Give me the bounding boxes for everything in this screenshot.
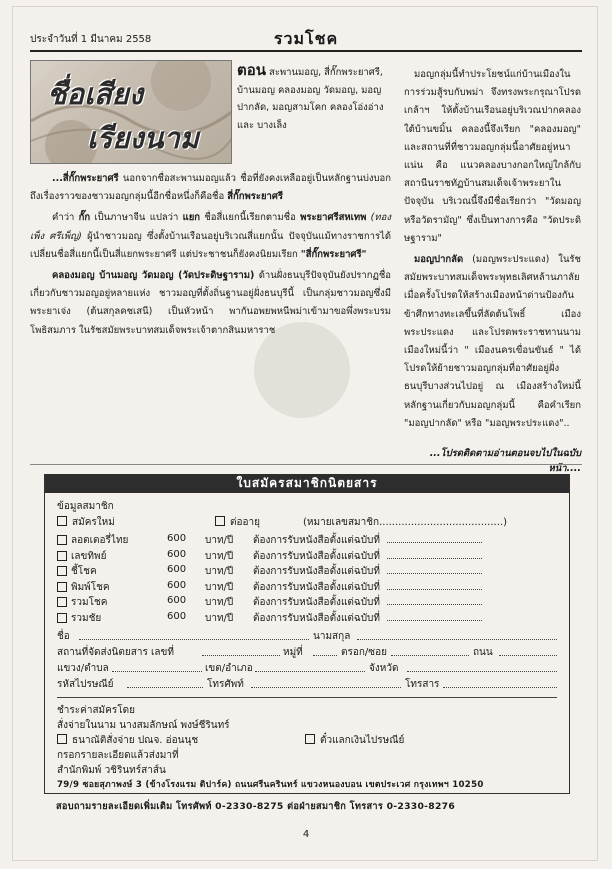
money-order-option[interactable] [57,733,198,748]
bold-phrase: คลองมอญ บ้านมอญ วัดมอญ (วัดประดิษฐาราม) [52,270,255,282]
episode-heading [237,62,389,134]
paragraph-text: ชื่อสี่แยกนี้เรียกตามชื่อ [200,212,301,224]
magazine-name: ชี้โชค [71,566,97,577]
paragraph-1 [30,170,391,206]
start-issue-input[interactable] [387,542,482,543]
header-rule [30,50,582,52]
subscription-row[interactable] [57,611,557,625]
address-row [57,645,557,659]
amphoe-label: เขต/อำเภอ [205,663,253,674]
price-unit: บาท/ปี [205,597,234,608]
postcode-label: รหัสไปรษณีย์ [57,679,114,690]
paragraph-text: คำว่า [52,212,79,224]
name-row [57,629,557,643]
subscription-row[interactable] [57,549,557,563]
address-input[interactable] [202,655,280,656]
magazine-name: รวมโชค [71,597,108,608]
subscription-row[interactable] [57,580,557,594]
subscription-price: 600 [167,548,187,560]
start-issue-label: ต้องการรับหนังสือตั้งแต่ฉบับที่ [253,566,380,577]
episode-text: สะพานมอญ, สี่กั๊กพระยาศรี, บ้านมอญ คลองมอญ วัดมอญ, มอญปากลัด, มอญสามโคก คลองโอ่งอ่าง และ บางเล็ง [237,67,384,131]
fax-label: โทรสาร [405,679,440,690]
phone-label: โทรศัพท์ [207,679,244,690]
magazine-name: รวมชัย [71,612,102,624]
subscription-checkbox[interactable] [57,566,67,576]
amphoe-input[interactable] [255,671,365,672]
paragraph-5 [404,251,581,433]
subscription-checkbox[interactable] [57,535,67,545]
renew-option[interactable] [215,515,260,530]
cheque-option[interactable] [305,733,404,748]
form-divider [57,697,557,698]
payment-payee: สั่งจ่ายในนาม นางสมลักษณ์ พงษ์ชีรินทร์ [57,720,230,731]
payment-title: ชำระค่าสมัครโดย [57,705,135,716]
renew-checkbox[interactable] [215,516,225,526]
subscription-form [44,474,570,794]
page-number: 4 [302,829,310,840]
banner-title-line1: ชื่อเสียง [47,77,143,111]
district-row [57,661,557,675]
soi-label: ตรอก/ซอย [341,647,387,658]
member-info-label: ข้อมูลสมาชิก [57,501,114,512]
contact-info: สอบถามรายละเอียดเพิ่มเติม โทรศัพท์ 0-2330-8275 ต่อฝ่ายสมาชิก โทรสาร 0-2330-8276 [56,801,456,812]
paragraph-text: เป็นภาษาจีน แปลว่า [90,212,183,224]
subscription-price: 600 [167,564,187,575]
start-issue-label: ต้องการรับหนังสือตั้งแต่ฉบับที่ [253,612,380,624]
new-member-label: สมัครใหม่ [72,517,115,528]
magazine-brand: รวมโชค [273,29,339,48]
start-issue-label: ต้องการรับหนังสือตั้งแต่ฉบับที่ [253,597,380,608]
subscription-price: 600 [167,595,187,606]
new-member-option[interactable] [57,515,115,530]
italic-phrase: (ทองเพ็ง ศรีเพ็ญ) [30,212,391,242]
article-right-column [404,66,581,436]
bold-phrase: พระยาศรีสหเทพ [300,212,367,224]
continued-note: ...โปรดติดตามอ่านตอนจบไปในฉบับหน้า.... [429,448,581,474]
bold-phrase: แยก [182,212,201,224]
paragraph-text: (มอญพระประแดง) ในรัชสมัยพระบาทสมเด็จพระพุทธเลิศหล้านภาลัย เมื่อครั้งโปรดให้สร้างเมืองหน้าด่านป้องกันข้าศึกทางทะเลขึ้นที่ลัดต้นโพธิ์ เมืองพระประแดง และโปรดพระราชทานนามเมืองใหม่นี้ว่า " เมืองนครเขื่อนขันธ์ " ได้โปรดให้ย้ายชาวมอญกลุ่มที่อาศัยอยู่ฝั่งธนบุรีบางส่วนไปอยู่ ณ เมืองสร้างใหม่นี้ หลักฐานเกี่ยวกับมอญกลุ่มนี้ คือคำเรียก "มอญปากลัด" หรือ "มอญพระประแดง".. [404,254,581,429]
money-order-checkbox[interactable] [57,734,67,744]
cheque-checkbox[interactable] [305,734,315,744]
magazine-name: พิมพ์โชค [71,581,110,593]
paragraph-3 [30,267,391,340]
money-order-label: ธนาณัติสั่งจ่าย ปณจ. อ่อนนุช [72,735,199,746]
article-left-column [30,170,391,343]
subscription-checkbox[interactable] [57,551,67,561]
section-rule [30,464,582,465]
paragraph-2 [30,209,391,264]
province-input[interactable] [407,671,557,672]
new-member-checkbox[interactable] [57,516,67,526]
province-label: จังหวัด [369,663,399,674]
subscription-price: 600 [167,610,187,622]
bold-phrase: ...สี่กั๊กพระยาศรี [52,173,119,184]
road-input[interactable] [499,655,557,656]
tambon-label: แขวง/ตำบล [57,663,109,674]
fax-input[interactable] [443,687,557,688]
issue-date: ประจำวันที่ 1 มีนาคม 2558 [30,34,152,45]
publisher-address: 79/9 ซอยสุภาพงษ์ 3 (ข้างโรงแรม ดิปาร์ค) ถนนศรีนครินทร์ แขวงหนองบอน เขตประเวศ กรุงเทพฯ 10250 [57,780,484,790]
subscription-price: 600 [167,533,187,544]
subscription-price: 600 [167,579,187,591]
publisher-name: สำนักพิมพ์ วชิรินทร์สาส์น [57,765,166,776]
name-input[interactable] [79,639,309,640]
bold-phrase: มอญปากลัด [414,254,464,266]
price-unit: บาท/ปี [205,581,234,593]
subscription-checkbox[interactable] [57,582,67,592]
start-issue-input[interactable] [387,573,482,574]
start-issue-input[interactable] [387,589,482,590]
soi-input[interactable] [391,655,469,656]
surname-label: นามสกุล [313,631,351,642]
price-unit: บาท/ปี [205,612,234,624]
bold-phrase: สี่กั๊กพระยาศรี [227,191,284,203]
magazine-name: ลอตเตอรี่ไทย [71,535,129,546]
column-banner [30,60,232,164]
subscription-row[interactable] [57,533,557,547]
paragraph-text: ด้านฝั่งธนบุรีปัจจุบันยังปรากฏชื่อเกี่ยวกับชาวมอญอยู่หลายแห่ง ชาวมอญที่ตั้งถิ่นฐานอยู่ฝั่งธนบุรีนี้ เป็นกลุ่มชาวมอญซึ่งมีพระยาเจ่ง (ต้นสกุลคชเสนี) เป็นหัวหน้า พากันอพยพหนีพม่าเข้ามาขอพึ่งพระบรมโพธิสมภาร ในรัชสมัยพระบาทสมเด็จพระเจ้าตากสินมหาราช [30,270,391,336]
paragraph-4: มอญกลุ่มนี้ทำประโยชน์แก่บ้านเมืองในการร่วมสู้รบกับพม่า จึงทรงพระกรุณาโปรดเกล้าฯ ให้ตั้งบ้านเรือนอยู่บริเวณปากคลองใต้บ้านขมิ้น คลองนี้จึงเรียก "คลองมอญ" และสถานที่ที่ชาวมอญกลุ่มนี้อาศัยอยู่หนาแน่น คือ แนวคลองบางกอกใหญ่ใกล้กับสถานีนราชทัฏบ้านสมเด็จเจ้าพระยาในปัจจุบัน บริเวณนี้จึงมีชื่อเรียกว่า "วัดมอญ หรือวัดรามัญ" ซึ่งเป็นทางการคือ "วัดประดิษฐาราม" [404,69,581,244]
page-header [30,30,582,48]
moo-label: หมู่ที่ [283,647,303,658]
start-issue-label: ต้องการรับหนังสือตั้งแต่ฉบับที่ [253,550,380,562]
form-title: ใบสมัครสมาชิกนิตยสาร [45,474,569,493]
subscription-checkbox[interactable] [57,613,67,623]
episode-label: ตอน [237,61,267,79]
postcode-input[interactable] [127,687,203,688]
cheque-label: ตั๋วแลกเงินไปรษณีย์ [320,735,405,746]
start-issue-input[interactable] [387,558,482,559]
subscription-row[interactable] [57,564,557,578]
paragraph-text: ผู้นำชาวมอญ ซึ่งตั้งบ้านเรือนอยู่บริเวณสี่แยกนั้น ปัจจุบันแม้ทางราชการได้เปลี่ยนชื่อสี่แยกนี้เป็นสี่แยกพระยาศรี แต่ประชาชนก็ยังคงนิยมเรียก [30,230,391,260]
price-unit: บาท/ปี [205,535,234,546]
renew-label: ต่ออายุ [230,517,260,528]
road-label: ถนน [473,647,493,658]
bold-phrase: "สี่กั๊กพระยาศรี" [300,248,367,260]
start-issue-label: ต้องการรับหนังสือตั้งแต่ฉบับที่ [253,535,380,546]
price-unit: บาท/ปี [205,550,234,562]
send-note: กรอกรายละเอียดแล้วส่งมาที่ [57,750,179,761]
bold-phrase: กั๊ก [78,212,91,224]
address-label: สถานที่จัดส่งนิตยสาร เลขที่ [57,647,174,658]
phone-input[interactable] [251,687,401,688]
subscription-checkbox[interactable] [57,597,67,607]
price-unit: บาท/ปี [205,566,234,577]
surname-input[interactable] [357,639,557,640]
subscription-row[interactable] [57,595,557,609]
banner-title-line2: เรียงนาม [87,121,199,155]
magazine-name: เลขทิพย์ [71,550,107,562]
contact-row [57,677,557,691]
tambon-input[interactable] [112,671,202,672]
start-issue-input[interactable] [387,620,482,621]
start-issue-input[interactable] [387,604,482,605]
start-issue-label: ต้องการรับหนังสือตั้งแต่ฉบับที่ [253,581,380,593]
paragraph-text: นอกจากชื่อสะพานมอญแล้ว ชื่อที่ยังคงเหลืออยู่เป็นหลักฐานบ่งบอกถึงเรื่องราวของชาวมอญกลุ่มนี้อีกชื่อหนึ่งก็คือชื่อ [30,173,391,203]
member-number-field[interactable]: (หมายเลขสมาชิก.......................................) [303,517,507,528]
moo-input[interactable] [313,655,337,656]
name-label: ชื่อ [57,631,70,642]
